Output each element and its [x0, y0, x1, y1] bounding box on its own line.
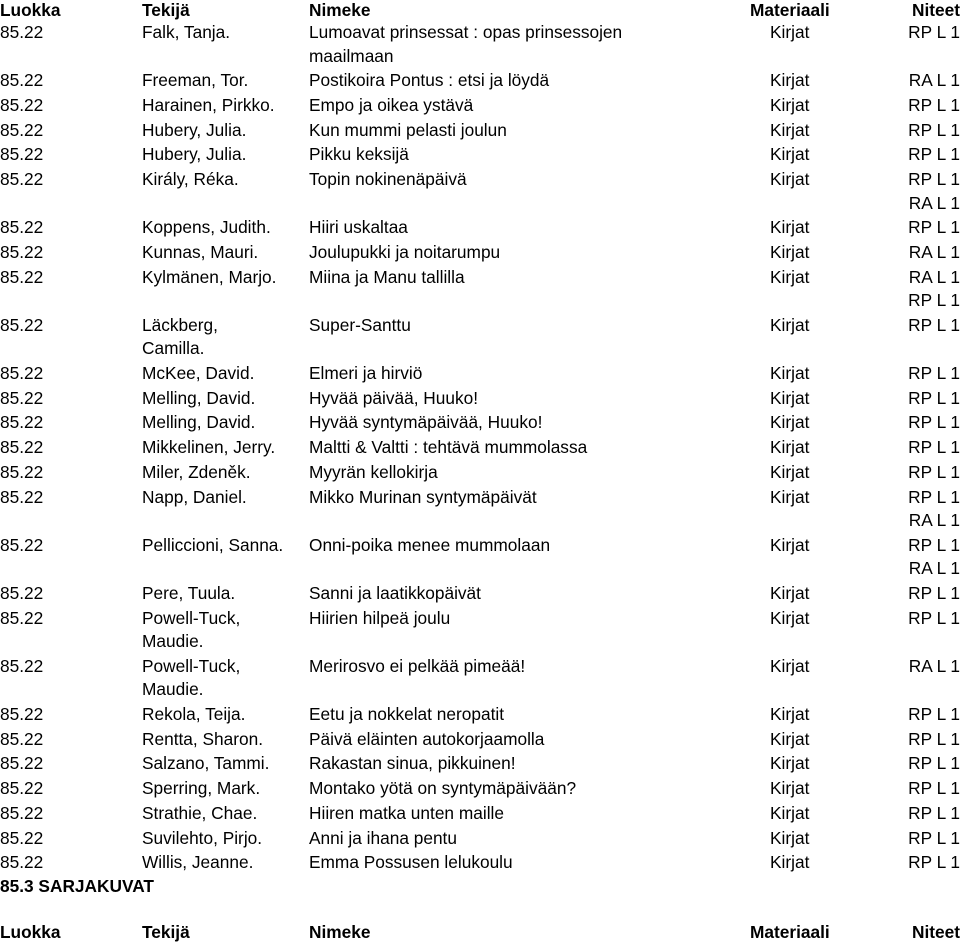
- cell-materiaali: Kirjat: [770, 169, 810, 189]
- cell-luokka: 85.22: [0, 169, 44, 189]
- cell-tekija: Salzano, Tammi.: [142, 753, 270, 774]
- cell-niteet: RA L 1: [908, 241, 960, 262]
- cell-materiaali: Kirjat: [770, 363, 810, 383]
- cell-materiaali: Kirjat: [770, 241, 810, 262]
- cell-nimeke: Topin nokinenäpäivä: [309, 169, 467, 189]
- cell-nimeke: Kun mummi pelasti joulun: [309, 119, 507, 140]
- cell-tekija: Falk, Tanja.: [142, 22, 231, 42]
- cell-luokka: 85.22: [0, 387, 44, 408]
- cell-tekija: Mikkelinen, Jerry.: [142, 437, 276, 458]
- cell-tekija: Kunnas, Mauri.: [142, 241, 259, 262]
- cell-tekija: Rentta, Sharon.: [142, 728, 264, 749]
- cell-niteet: RP L 1: [908, 94, 960, 115]
- cell-nimeke: Lumoavat prinsessat : opas prinsessojen maailmaan: [309, 22, 623, 66]
- cell-luokka: 85.22: [0, 94, 44, 115]
- cell-nimeke: Hiiren matka unten maille: [309, 802, 504, 823]
- cell-nimeke: Elmeri ja hirviö: [309, 363, 423, 383]
- cell-nimeke: Anni ja ihana pentu: [309, 827, 457, 848]
- cell-nimeke: Sanni ja laatikkopäivät: [309, 582, 481, 603]
- cell-tekija: Hubery, Julia.: [142, 144, 247, 165]
- cell-materiaali: Kirjat: [770, 778, 810, 799]
- cell-niteet: RA L 1: [908, 655, 960, 676]
- cell-niteet: RP L 1: [908, 753, 960, 774]
- cell-nimeke: Joulupukki ja noitarumpu: [309, 241, 501, 262]
- header-niteet: Niteet: [911, 0, 960, 20]
- cell-nimeke: Hiiri uskaltaa: [309, 217, 408, 238]
- cell-luokka: 85.22: [0, 704, 44, 724]
- cell-tekija: Sperring, Mark.: [142, 778, 261, 799]
- cell-materiaali: Kirjat: [770, 412, 810, 433]
- cell-nimeke: Empo ja oikea ystävä: [309, 94, 474, 115]
- cell-luokka: 85.22: [0, 70, 44, 91]
- cell-niteet: RP L 1: [908, 704, 960, 724]
- cell-tekija: Melling, David.: [142, 387, 256, 408]
- cell-luokka: 85.22: [0, 461, 44, 482]
- cell-materiaali: Kirjat: [770, 461, 810, 482]
- cell-materiaali: Kirjat: [770, 22, 810, 42]
- cell-luokka: 85.22: [0, 241, 44, 262]
- cell-tekija: Koppens, Judith.: [142, 217, 271, 238]
- cell-niteet: RP L 1: [908, 852, 960, 873]
- header-nimeke: Nimeke: [309, 0, 371, 20]
- cell-tekija: Pere, Tuula.: [142, 582, 236, 603]
- cell-niteet: RA L 1 RP L 1: [908, 266, 960, 311]
- cell-tekija: Király, Réka.: [142, 169, 239, 189]
- cell-niteet: RP L 1 RA L 1: [908, 486, 960, 530]
- cell-materiaali: Kirjat: [770, 94, 810, 115]
- cell-luokka: 85.22: [0, 802, 44, 823]
- cell-niteet: RP L 1: [908, 217, 960, 238]
- cell-luokka: 85.22: [0, 778, 44, 799]
- cell-niteet: RP L 1: [908, 363, 960, 383]
- cell-luokka: 85.22: [0, 827, 44, 848]
- cell-nimeke: Onni-poika menee mummolaan: [309, 534, 551, 555]
- cell-tekija: Melling, David.: [142, 412, 256, 433]
- cell-materiaali: Kirjat: [770, 582, 810, 603]
- cell-luokka: 85.22: [0, 852, 44, 873]
- cell-nimeke: Hiirien hilpeä joulu: [309, 607, 451, 628]
- header-nimeke: Nimeke: [309, 922, 371, 942]
- cell-niteet: RP L 1: [908, 412, 960, 433]
- cell-niteet: RP L 1: [908, 582, 960, 603]
- cell-tekija: Willis, Jeanne.: [142, 852, 254, 873]
- cell-nimeke: Super-Santtu: [309, 314, 411, 335]
- cell-nimeke: Maltti & Valtti : tehtävä mummolassa: [309, 437, 588, 458]
- cell-tekija: Suvilehto, Pirjo.: [142, 827, 263, 848]
- cell-materiaali: Kirjat: [770, 266, 810, 287]
- header-niteet: Niteet: [911, 922, 960, 942]
- cell-tekija: Freeman, Tor.: [142, 70, 249, 91]
- cell-niteet: RP L 1: [908, 314, 960, 335]
- cell-materiaali: Kirjat: [770, 802, 810, 823]
- cell-luokka: 85.22: [0, 437, 44, 458]
- cell-niteet: RP L 1: [908, 461, 960, 482]
- cell-niteet: RP L 1: [908, 437, 960, 458]
- cell-nimeke: Hyvää syntymäpäivää, Huuko!: [309, 412, 543, 433]
- cell-materiaali: Kirjat: [770, 119, 810, 140]
- cell-tekija: Rekola, Teija.: [142, 704, 246, 724]
- cell-niteet: RP L 1: [908, 144, 960, 165]
- cell-materiaali: Kirjat: [770, 70, 810, 91]
- cell-luokka: 85.22: [0, 728, 44, 749]
- cell-materiaali: Kirjat: [770, 827, 810, 848]
- cell-materiaali: Kirjat: [770, 655, 810, 676]
- cell-materiaali: Kirjat: [770, 704, 810, 724]
- header-luokka: Luokka: [0, 0, 61, 20]
- cell-luokka: 85.22: [0, 607, 44, 628]
- cell-materiaali: Kirjat: [770, 314, 810, 335]
- cell-nimeke: Emma Possusen lelukoulu: [309, 852, 513, 873]
- cell-luokka: 85.22: [0, 119, 44, 140]
- cell-tekija: Harainen, Pirkko.: [142, 94, 275, 115]
- cell-niteet: RP L 1: [908, 778, 960, 799]
- header-tekija: Tekijä: [142, 0, 190, 20]
- cell-luokka: 85.22: [0, 22, 44, 42]
- header-luokka: Luokka: [0, 922, 61, 942]
- cell-materiaali: Kirjat: [770, 437, 810, 458]
- cell-materiaali: Kirjat: [770, 144, 810, 165]
- cell-materiaali: Kirjat: [770, 387, 810, 408]
- cell-luokka: 85.22: [0, 266, 44, 287]
- cell-tekija: Napp, Daniel.: [142, 486, 247, 507]
- header-materiaali: Materiaali: [750, 0, 830, 20]
- cell-tekija: Pelliccioni, Sanna.: [142, 534, 284, 555]
- cell-luokka: 85.22: [0, 753, 44, 774]
- cell-niteet: RP L 1: [908, 119, 960, 140]
- cell-materiaali: Kirjat: [770, 728, 810, 749]
- cell-tekija: Kylmänen, Marjo.: [142, 266, 277, 287]
- header-materiaali: Materiaali: [750, 922, 830, 942]
- cell-nimeke: Päivä eläinten autokorjaamolla: [309, 728, 545, 749]
- header-tekija: Tekijä: [142, 922, 190, 942]
- cell-luokka: 85.22: [0, 412, 44, 433]
- cell-materiaali: Kirjat: [770, 534, 810, 555]
- cell-nimeke: Postikoira Pontus : etsi ja löydä: [309, 70, 550, 91]
- cell-luokka: 85.22: [0, 582, 44, 603]
- cell-nimeke: Myyrän kellokirja: [309, 461, 438, 482]
- cell-niteet: RP L 1: [908, 728, 960, 749]
- cell-luokka: 85.22: [0, 655, 44, 676]
- cell-nimeke: Mikko Murinan syntymäpäivät: [309, 486, 537, 507]
- cell-nimeke: Merirosvo ei pelkää pimeää!: [309, 655, 526, 676]
- cell-niteet: RP L 1: [908, 22, 960, 42]
- cell-nimeke: Miina ja Manu tallilla: [309, 266, 465, 287]
- cell-tekija: Powell-Tuck, Maudie.: [142, 607, 241, 652]
- cell-materiaali: Kirjat: [770, 852, 810, 873]
- cell-niteet: RP L 1: [908, 387, 960, 408]
- cell-niteet: RP L 1 RA L 1: [908, 169, 960, 213]
- cell-niteet: RP L 1 RA L 1: [908, 534, 960, 579]
- cell-niteet: RP L 1: [908, 827, 960, 848]
- cell-tekija: Miler, Zdeněk.: [142, 461, 251, 482]
- cell-tekija: McKee, David.: [142, 363, 255, 383]
- cell-nimeke: Eetu ja nokkelat neropatit: [309, 704, 505, 724]
- cell-nimeke: Montako yötä on syntymäpäivään?: [309, 778, 577, 799]
- cell-materiaali: Kirjat: [770, 607, 810, 628]
- cell-tekija: Strathie, Chae.: [142, 802, 258, 823]
- cell-luokka: 85.22: [0, 363, 44, 383]
- cell-luokka: 85.22: [0, 314, 44, 335]
- cell-nimeke: Hyvää päivää, Huuko!: [309, 387, 479, 408]
- cell-niteet: RP L 1: [908, 607, 960, 628]
- cell-tekija: Hubery, Julia.: [142, 119, 247, 140]
- cell-niteet: RA L 1: [908, 70, 960, 91]
- cell-nimeke: Rakastan sinua, pikkuinen!: [309, 753, 516, 774]
- cell-materiaali: Kirjat: [770, 486, 810, 507]
- cell-materiaali: Kirjat: [770, 217, 810, 238]
- cell-niteet: RP L 1: [908, 802, 960, 823]
- cell-tekija: Läckberg, Camilla.: [142, 314, 218, 359]
- cell-materiaali: Kirjat: [770, 753, 810, 774]
- cell-luokka: 85.22: [0, 217, 44, 238]
- cell-luokka: 85.22: [0, 534, 44, 555]
- cell-luokka: 85.22: [0, 144, 44, 165]
- cell-luokka: 85.22: [0, 486, 44, 507]
- catalog-page: Luokka Tekijä Nimeke Materiaali Niteet 85.22 Falk, Tanja. Lumoavat prinsessat : opas prinsessojen maailmaan Kirjat RP L 1 85.22 Freeman, Tor. Postikoira Pontus : etsi ja löydä Kirjat RA L 1 85.22 Harainen, Pirkko. Empo ja oikea ystävä Kirjat RP L 1 85.22 Hubery, Julia. Kun mummi pelasti joulun Kirjat RP L 1 85.22 Hubery, Julia. Pikku keksijä Kirjat RP L 1 85.22 Király, Réka. Topin nokinenäpäivä Kirjat RP L 1 RA L 1 85.22 Koppens, Judith. Hiiri uskaltaa Kirjat RP L 1 85.22 Kunnas, Mauri. Joulupukki ja noitarumpu Kirjat RA L 1 85.22 Kylmänen, Marjo. Miina ja Manu tallilla Kirjat RA L 1 RP L 1 85.22 Läckberg, Camilla. Super-Santtu Kirjat RP L 1 85.22 McKee, David. Elmeri ja hirviö Kirjat RP L 1 85.22 Melling, David. Hyvää päivää, Huuko! Kirjat RP L 1 85.22 Melling, David. Hyvää syntymäpäivää, Huuko! Kirjat RP L 1 85.22 Mikkelinen, Jerry. Maltti & Valtti : tehtävä mummolassa Kirjat RP L 1 85.22 Miler, Zdeněk. Myyrän kellokirja Kirjat RP L 1 85.22 Napp, Daniel. Mikko Murinan syntymäpäivät Kirjat RP L 1 RA L 1 85.22 Pelliccioni, Sanna. Onni-poika menee mummolaan Kirjat RP L 1 RA L 1 85.22 Pere, Tuula. Sanni ja laatikkopäivät Kirjat RP L 1 85.22 Powell-Tuck, Maudie. Hiirien hilpeä joulu Kirjat RP L 1 85.22 Powell-Tuck, Maudie. Merirosvo ei pelkää pimeää! Kirjat RA L 1 85.22 Rekola, Teija. Eetu ja nokkelat neropatit Kirjat RP L 1 85.22 Rentta, Sharon. Päivä eläinten autokorjaamolla Kirjat RP L 1 85.22 Salzano, Tammi. Rakastan sinua, pikkuinen! Kirjat RP L 1 85.22 Sperring, Mark. Montako yötä on syntymäpäivään? Kirjat RP L 1 85.22 Strathie, Chae. Hiiren matka unten maille Kirjat RP L 1 85.22 Suvilehto, Pirjo. Anni ja ihana pentu Kirjat RP L 1 85.22 Willis, Jeanne. Emma Possusen lelukoulu Kirjat RP L 1 85.3 SARJAKUVAT Luokka Tekijä Nimeke Materiaali Niteet: [0, 0, 960, 942]
- cell-tekija: Powell-Tuck, Maudie.: [142, 655, 241, 700]
- cell-nimeke: Pikku keksijä: [309, 144, 409, 165]
